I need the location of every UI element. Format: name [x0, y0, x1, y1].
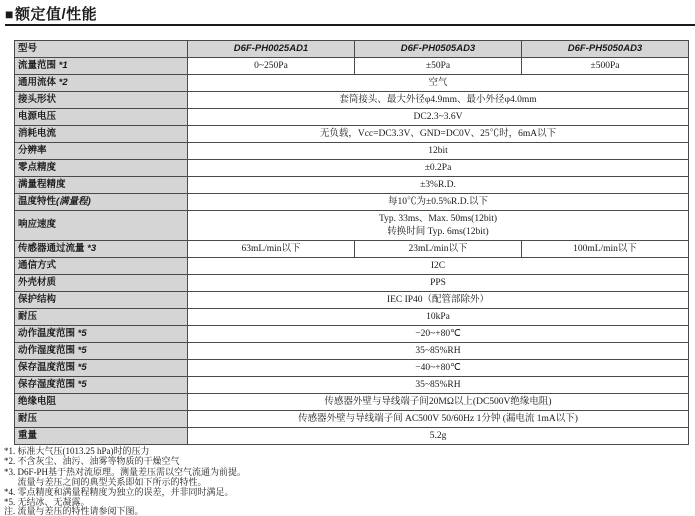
- spec-value: IEC IP40（配管部除外）: [188, 292, 689, 309]
- page-title: 额定值/性能: [14, 6, 98, 23]
- row-label: 重量: [15, 428, 188, 445]
- table-row: [15, 194, 689, 211]
- row-label: 电源电压: [15, 109, 188, 126]
- table-row: [15, 41, 689, 58]
- table-row: [15, 92, 689, 109]
- spec-value: ±50Pa: [355, 58, 522, 75]
- spec-value: 100mL/min以下: [522, 241, 689, 258]
- row-label: 温度特性(满量程): [15, 194, 188, 211]
- table-row: [15, 343, 689, 360]
- row-label: 耐压: [15, 411, 188, 428]
- spec-value: 35~85%RH: [188, 377, 689, 394]
- row-label: 消耗电流: [15, 126, 188, 143]
- spec-value: −20~+80℃: [188, 326, 689, 343]
- spec-value: 12bit: [188, 143, 689, 160]
- row-label: 外壳材质: [15, 275, 188, 292]
- title-rule: [5, 24, 695, 26]
- footnote-line: *4. 零点精度和满量程精度为独立的误差，并非同时满足。: [4, 487, 234, 498]
- footnote-marker: *5: [75, 327, 87, 339]
- table-row: [15, 109, 689, 126]
- model-name: D6F-PH0505AD3: [355, 41, 522, 58]
- row-label: 分辨率: [15, 143, 188, 160]
- footnote-marker: *3: [84, 242, 97, 254]
- row-label: 绝缘电阻: [15, 394, 188, 411]
- spec-value: Typ. 33ms、Max. 50ms(12bit) 转换时间 Typ. 6ms(12bit): [188, 211, 689, 241]
- row-label: 接头形状: [15, 92, 188, 109]
- row-label: 保存湿度范围 *5: [15, 377, 188, 394]
- table-row: [15, 360, 689, 377]
- row-label: 耐压: [15, 309, 188, 326]
- spec-value: 35~85%RH: [188, 343, 689, 360]
- footnote-line: *5. 无结冰、无凝露。: [4, 497, 90, 508]
- spec-value: 23mL/min以下: [355, 241, 522, 258]
- table-row: [15, 241, 689, 258]
- table-row: [15, 258, 689, 275]
- row-label: 响应速度: [15, 211, 188, 241]
- footnote-line: 流量与差压之间的典型关系即如下所示的特性。: [4, 476, 207, 487]
- model-name: D6F-PH5050AD3: [522, 41, 689, 58]
- section-marker-icon: ■: [5, 5, 14, 22]
- spec-table: [14, 40, 689, 445]
- row-label: 动作温度范围 *5: [15, 326, 188, 343]
- table-row: [15, 411, 689, 428]
- table-row: [15, 292, 689, 309]
- spec-value: ±3%R.D.: [188, 177, 689, 194]
- row-label: 满量程精度: [15, 177, 188, 194]
- spec-value: 10kPa: [188, 309, 689, 326]
- spec-value: 传感器外壁与导线端子间20MΩ以上(DC500V绝缘电阻): [188, 394, 689, 411]
- spec-value: 0~250Pa: [188, 58, 355, 75]
- table-row: [15, 326, 689, 343]
- table-row: [15, 160, 689, 177]
- table-row: [15, 275, 689, 292]
- spec-table-body: [15, 41, 689, 445]
- table-row: [15, 177, 689, 194]
- footnote-marker: (满量程): [56, 195, 91, 207]
- table-row: [15, 143, 689, 160]
- row-label: 动作湿度范围 *5: [15, 343, 188, 360]
- row-label: 保存温度范围 *5: [15, 360, 188, 377]
- table-row: [15, 58, 689, 75]
- footnote-marker: *5: [75, 361, 87, 373]
- footnote-marker: *2: [56, 76, 68, 88]
- footnote-marker: *1: [56, 59, 68, 71]
- table-row: [15, 309, 689, 326]
- table-row: [15, 126, 689, 143]
- row-label: 通用流体 *2: [15, 75, 188, 92]
- row-label: 保护结构: [15, 292, 188, 309]
- row-label: 通信方式: [15, 258, 188, 275]
- spec-value: DC2.3~3.6V: [188, 109, 689, 126]
- spec-value: PPS: [188, 275, 689, 292]
- model-name: D6F-PH0025AD1: [188, 41, 355, 58]
- spec-value: 传感器外壁与导线端子间 AC500V 50/60Hz 1分钟 (漏电流 1mA以下): [188, 411, 689, 428]
- spec-value: 套筒接头、最大外径φ4.9mm、最小外径φ4.0mm: [188, 92, 689, 109]
- table-row: [15, 211, 689, 241]
- row-label: 型号: [15, 41, 188, 58]
- footnote-line: *1. 标准大气压(1013.25 hPa)时的压力: [4, 446, 150, 456]
- footnote-line: *3. D6F-PH基于热对流原理。测量差压需以空气流通为前提。: [4, 466, 247, 477]
- section-header: [5, 3, 97, 24]
- spec-value: 5.2g: [188, 428, 689, 445]
- spec-value: 63mL/min以下: [188, 241, 355, 258]
- footnote-line: *2. 不含灰尘、油污、油雾等物质的干燥空气: [4, 456, 180, 467]
- spec-value: I2C: [188, 258, 689, 275]
- clipped-partial-line: 注. 流量与差压的特性请参阅下图。: [4, 506, 144, 516]
- footnote-marker: *5: [75, 378, 87, 390]
- table-row: [15, 377, 689, 394]
- table-row: [15, 394, 689, 411]
- table-row: [15, 428, 689, 445]
- spec-value: 空气: [188, 75, 689, 92]
- spec-value: 无负载，Vcc=DC3.3V、GND=DC0V、25℃时，6mA以下: [188, 126, 689, 143]
- row-label: 流量范围 *1: [15, 58, 188, 75]
- table-row: [15, 75, 689, 92]
- row-label: 传感器通过流量 *3: [15, 241, 188, 258]
- spec-value: 每10℃为±0.5%R.D.以下: [188, 194, 689, 211]
- footnotes: [4, 446, 246, 508]
- footnote-marker: *5: [75, 344, 87, 356]
- spec-value: ±500Pa: [522, 58, 689, 75]
- spec-value: ±0.2Pa: [188, 160, 689, 177]
- row-label: 零点精度: [15, 160, 188, 177]
- spec-value: −40~+80℃: [188, 360, 689, 377]
